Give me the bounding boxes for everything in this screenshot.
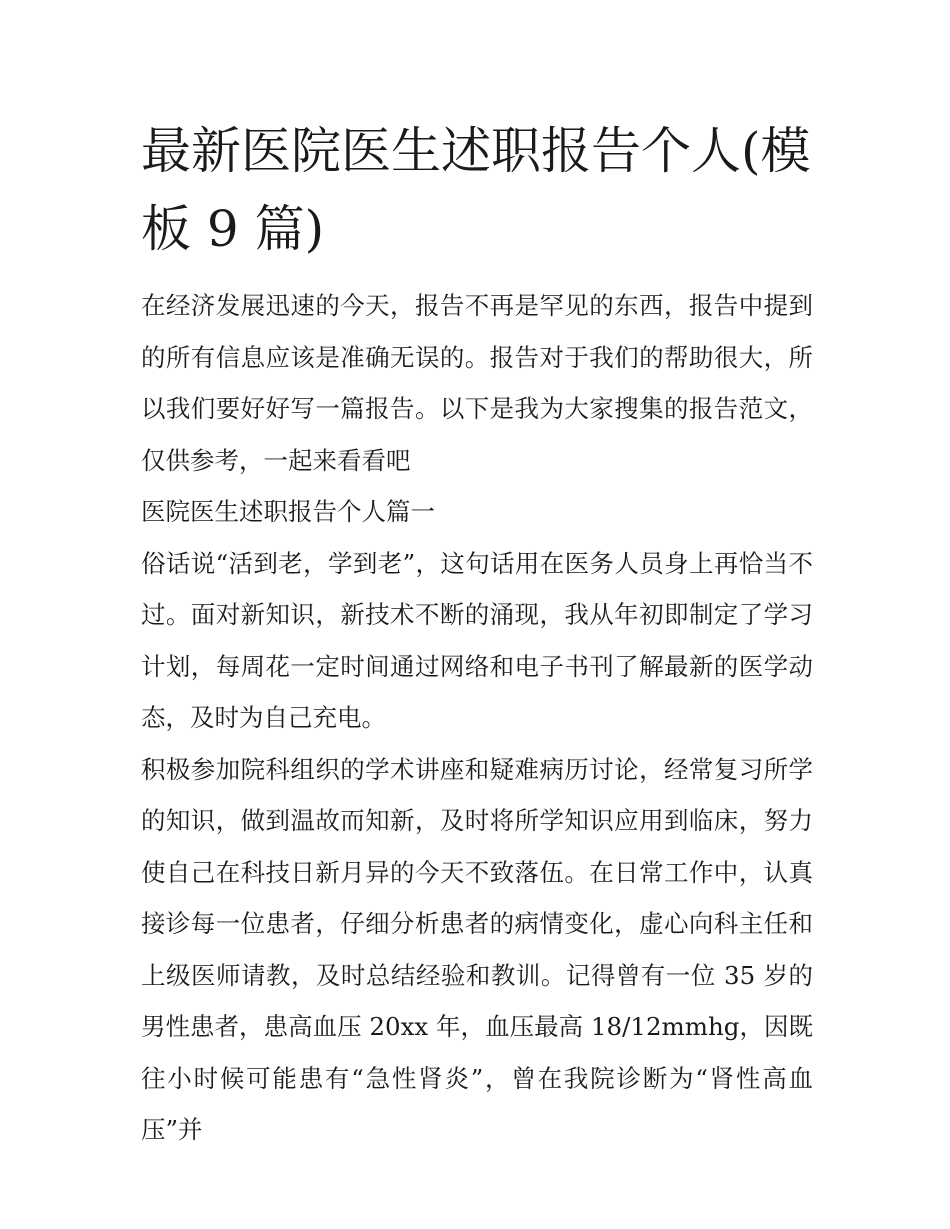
- body-paragraph-2: 积极参加院科组织的学术讲座和疑难病历讨论，经常复习所学的知识，做到温故而知新，及时将所学知识应用到临床，努力使自己在科技日新月异的今天不致落伍。在日常工作中，认真接诊每一位患者，仔细分析患者的病情变化，虚心向科主任和上级医师请教，及时总结经验和教训。记得曾有一位 35 岁的男性患者，患高血压 20xx 年，血压最高 18/12mmhg，因既往小时候可能患有“急性肾炎”，曾在我院诊断为“肾性高血压”并: [141, 754, 813, 1144]
- intro-paragraph: 在经济发展迅速的今天，报告不再是罕见的东西，报告中提到的所有信息应该是准确无误的。报告对于我们的帮助很大，所以我们要好好写一篇报告。以下是我为大家搜集的报告范文，仅供参考，一起来看看吧: [141, 291, 813, 475]
- body-paragraph-1: 俗话说“活到老，学到老”，这句话用在医务人员身上再恰当不过。面对新知识，新技术不断的涌现，我从年初即制定了学习计划，每周花一定时间通过网络和电子书刊了解最新的医学动态，及时为自己充电。: [141, 548, 813, 732]
- document-title: 最新医院医生述职报告个人(模板 9 篇): [141, 122, 811, 258]
- section-heading: 医院医生述职报告个人篇一: [141, 497, 435, 526]
- document-page: [141, 112, 813, 1156]
